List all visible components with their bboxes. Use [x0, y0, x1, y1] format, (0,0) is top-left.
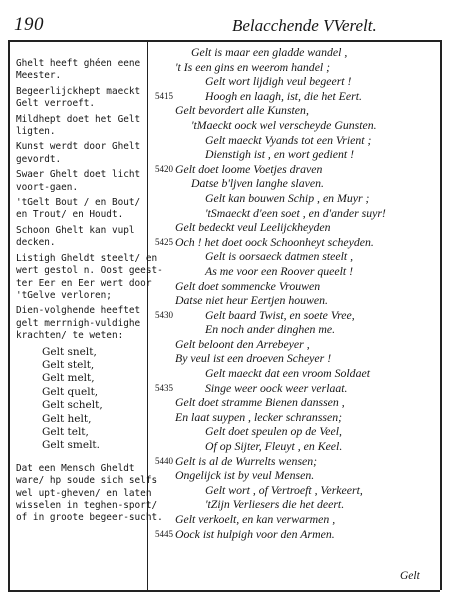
- gloss-list-item: Gelt helt,: [42, 412, 92, 425]
- gloss-line: of in groote begeer-sucht.: [16, 512, 163, 524]
- verse-line: [155, 293, 437, 308]
- gloss-block: [16, 114, 144, 139]
- verse-line: [155, 176, 437, 191]
- gloss-block: [16, 197, 144, 222]
- gloss-list-item: Gelt schelt,: [42, 399, 103, 412]
- verse-text: Gelt doet loome Voetjes draven: [175, 161, 323, 176]
- gloss-line: krachten/ te weten:: [16, 330, 124, 342]
- gloss-line: 'tGelt Bout / en Bout/: [16, 197, 141, 209]
- verse-line: [155, 162, 437, 177]
- verse-text: En laat suypen , lecker schranssen;: [175, 409, 343, 424]
- verse-text: Gelt doet speulen op de Veel,: [205, 424, 342, 439]
- verse-text: Datse niet heur Eertjen houwen.: [175, 293, 329, 308]
- gloss-line: Kunst werdt door Ghelt: [16, 141, 141, 153]
- catchword: Gelt: [400, 570, 420, 582]
- gloss-line: Begeerlijckhept maeckt: [16, 85, 141, 97]
- gloss-line: wisselen in teghen-sport/: [16, 500, 158, 511]
- gloss-block: [16, 58, 144, 83]
- gloss-line: ligten.: [16, 126, 56, 138]
- verse-text: Gelt maeckt dat een vroom Soldaet: [205, 366, 370, 381]
- frame-rule-left: [8, 40, 10, 590]
- verse-text: Och ! het doet oock Schoonheyt scheyden.: [175, 234, 374, 249]
- gloss-block-final: [16, 462, 163, 525]
- verse-line: [155, 483, 437, 498]
- verse-text: 'tSmaeckt d'een soet , en d'ander suyr!: [205, 205, 386, 220]
- verse-column: [155, 45, 437, 541]
- verse-text: Hoogh en laagh, ist, die het Eert.: [205, 88, 362, 103]
- frame-rule-top: [8, 40, 440, 42]
- line-number: 5415: [155, 90, 173, 101]
- verse-text: Gelt wort lijdigh veul begeert !: [205, 74, 352, 89]
- verse-line: [155, 512, 437, 527]
- gloss-line: Dien-volghende heeftet: [16, 305, 141, 317]
- verse-text: By veul ist een droeven Scheyer !: [175, 351, 332, 366]
- gloss-block: [16, 141, 144, 166]
- verse-text: Gelt baard Twist, en soete Vree,: [205, 307, 355, 322]
- verse-line: [155, 89, 437, 104]
- verse-text: Of op Sijter, Fleuyt , en Keel.: [205, 439, 343, 454]
- verse-line: [155, 264, 437, 279]
- verse-text: Dienstigh ist , en wort gedient !: [205, 147, 355, 162]
- verse-text: Oock ist hulpigh voor den Armen.: [175, 526, 335, 541]
- gloss-line: Gelt verroeft.: [16, 98, 96, 110]
- verse-text: En noch ander dinghen me.: [205, 322, 336, 337]
- gloss-list-item: Gelt snelt,: [42, 345, 97, 358]
- verse-line: [155, 351, 437, 366]
- gloss-line: Ghelt heeft ghéen eene: [16, 58, 141, 69]
- verse-line: [155, 395, 437, 410]
- verse-text: Gelt is maar een gladde wandel ,: [191, 45, 348, 59]
- gloss-line: gevordt.: [16, 153, 62, 165]
- gloss-list: [16, 346, 144, 453]
- verse-line: [155, 60, 437, 75]
- verse-line: [155, 133, 437, 148]
- page-number: 190: [14, 14, 44, 35]
- verse-line: [155, 103, 437, 118]
- verse-text: Gelt doet stramme Bienen danssen ,: [175, 395, 345, 410]
- verse-text: Gelt wort , of Vertroeft , Verkeert,: [205, 482, 363, 497]
- running-title: Belacchende VVerelt.: [232, 16, 377, 35]
- verse-line: [155, 410, 437, 425]
- gloss-line: wert gestol n. Oost geest-: [16, 265, 163, 277]
- gloss-list-item: Gelt quelt,: [42, 385, 99, 398]
- line-number: 5440: [155, 455, 173, 466]
- verse-line: [155, 337, 437, 352]
- verse-line: [155, 424, 437, 439]
- verse-text: Gelt doet sommencke Vrouwen: [175, 278, 321, 293]
- verse-line: [155, 527, 437, 542]
- verse-text: Gelt is al de Wurrelts wensen;: [175, 453, 318, 468]
- verse-text: 't Is een gins en weerom handel ;: [175, 59, 331, 74]
- gloss-line: Schoon Ghelt kan vupl: [16, 224, 135, 236]
- gloss-line: Listigh Gheldt steelt/ en: [16, 252, 158, 264]
- line-number: 5430: [155, 309, 173, 320]
- gloss-line: Mildhept doet het Gelt: [16, 113, 141, 125]
- verse-line: [155, 366, 437, 381]
- gloss-line: ter Eer en Eer wert door: [16, 277, 152, 289]
- verse-text: 'tMaeckt oock wel verscheyde Gunsten.: [191, 117, 377, 132]
- verse-line: [155, 45, 437, 60]
- verse-text: As me voor een Roover queelt !: [205, 263, 354, 278]
- verse-line: [155, 439, 437, 454]
- gloss-line: Swaer Ghelt doet licht: [16, 169, 141, 181]
- gloss-line: wel upt-gheven/ en laten: [16, 487, 152, 499]
- verse-line: [155, 235, 437, 250]
- verse-line: [155, 249, 437, 264]
- frame-rule-bottom: [8, 590, 440, 592]
- gloss-line: ware/ hp soude sich selfs: [16, 475, 158, 487]
- line-number: 5425: [155, 236, 173, 247]
- gloss-list-item: Gelt smelt.: [42, 439, 100, 452]
- verse-text: Singe weer oock weer verlaat.: [205, 380, 348, 395]
- gloss-list-item: Gelt melt,: [42, 372, 95, 385]
- line-number: 5435: [155, 382, 173, 393]
- gloss-block: [16, 169, 144, 194]
- gloss-list-item: Gelt stelt,: [42, 358, 95, 371]
- verse-line: [155, 220, 437, 235]
- verse-line: [155, 322, 437, 337]
- verse-text: Datse b'ljven langhe slaven.: [191, 176, 324, 191]
- verse-text: Gelt verkoelt, en kan verwarmen ,: [175, 512, 336, 526]
- gloss-block: [16, 225, 144, 250]
- gloss-block: [16, 252, 163, 303]
- verse-line: [155, 454, 437, 469]
- gloss-list-item: Gelt telt,: [42, 425, 89, 438]
- marginal-glosses: [16, 58, 163, 528]
- gloss-line: Dat een Mensch Gheldt: [16, 462, 135, 474]
- verse-text: Gelt beloont den Arrebeyer ,: [175, 336, 310, 351]
- gloss-line: decken.: [16, 237, 56, 249]
- verse-line: [155, 147, 437, 162]
- verse-line: [155, 308, 437, 323]
- gloss-line: gelt merrnigh-vuldighe: [16, 317, 141, 329]
- verse-text: Gelt bedeckt veul Leelijckheyden: [175, 220, 331, 235]
- verse-line: [155, 74, 437, 89]
- verse-line: [155, 118, 437, 133]
- verse-text: Gelt is oorsaeck datmen steelt ,: [205, 249, 354, 264]
- frame-rule-right: [440, 40, 442, 590]
- line-number: 5420: [155, 163, 173, 174]
- verse-line: [155, 206, 437, 221]
- verse-text: Gelt maeckt Vyands tot een Vrient ;: [205, 132, 372, 147]
- verse-line: [155, 191, 437, 206]
- gloss-line: en Trout/ en Houdt.: [16, 209, 124, 221]
- gloss-line: voort-gaen.: [16, 181, 79, 193]
- verse-line: [155, 497, 437, 512]
- gloss-block: [16, 86, 144, 111]
- verse-text: Ongelijck ist by veul Mensen.: [175, 468, 315, 483]
- verse-line: [155, 468, 437, 483]
- line-number: 5445: [155, 528, 173, 539]
- verse-text: Gelt bevordert alle Kunsten,: [175, 103, 309, 118]
- verse-text: 'tZijn Verliesers die het deert.: [205, 497, 345, 512]
- verse-text: Gelt kan bouwen Schip , en Muyr ;: [205, 190, 370, 205]
- verse-line: [155, 381, 437, 396]
- gloss-block: [16, 305, 144, 342]
- gloss-line: Meester.: [16, 70, 62, 82]
- gloss-line: 'tGelve verloren;: [16, 289, 112, 301]
- verse-line: [155, 279, 437, 294]
